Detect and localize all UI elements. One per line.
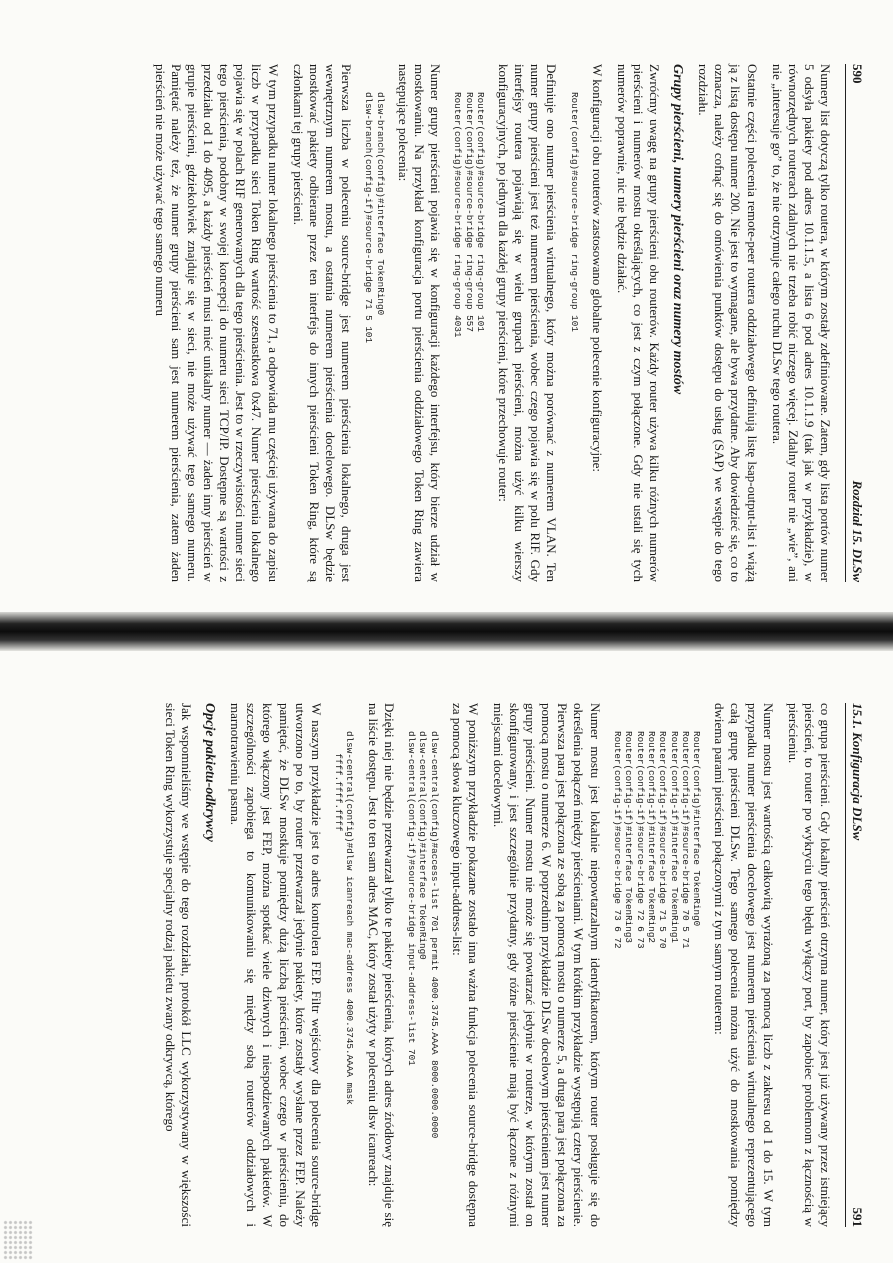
- paragraph: W poniższym przykładzie pokazane zostało inna ważna funkcja polecenia source-bridge dostępna za pomocą słowa kluczowego input-address-list:: [449, 703, 481, 1227]
- left-header: [845, 64, 865, 582]
- paragraph: Numer grupy pierścieni pojawia się w konfiguracji każdego interfejsu, który bierze udział w mostkowaniu. Na przykład konfiguracja portu pierścienia oddziałowego Token Ring zawiera następujące polecenia:: [395, 64, 443, 582]
- left-running-head: Rozdział 15. DLSw: [850, 480, 865, 582]
- left-page: [0, 0, 893, 612]
- scan-noise: [3, 1220, 33, 1260]
- left-page-number: 590: [850, 64, 865, 84]
- paragraph: Numer mostu jest lokalnie niepowtarzalnym identyfikatorem, którym router posługuje się do określenia połączeń między pierścieniami. W tym krótkim przykładzie występują cztery pierścienie. Pierwsza para jest połączona ze sobą za pomocą mostu o numerze 5, a druga para jest połączona za pomocą mostu o numerze 6. W poprzednim przykładzie DLSw docelowym pierścieniem jest numer grupy pierścieni. Numer mostu nie może się powtarzać jedynie w routerze, w którym został on skonfigurowany, i jest szczególnie przydatny, gdy różne pierścienie mają być łączone z różnymi miejscami docelowymi.: [490, 703, 603, 1227]
- right-running-head: 15.1. Konfiguracja DLSw: [850, 703, 865, 841]
- code-block: Router(config)#source-bridge ring-group 101: [568, 92, 580, 332]
- paragraph: Pierwsza liczba w poleceniu source-bridge jest numerem pierścienia lokalnego, druga jest wewnętrznym numerem mostu, a ostatnia numerem pierścienia docelowego. DLSw będzie mostkować pakiety odbierane przez ten interfejs do innych pierścieni Token Ring, które są członkami tej grupy pierścieni.: [290, 64, 354, 582]
- paragraph: W naszym przykładzie jest to adres kontrolera FEP. Filtr wejściowy dla polecenia source-bridge utworzono po to, by router przetwarzał jedynie pakiety, które zostały wysłane przez FEP. Należy pamiętać, że DLSw mostkuje pomiędzy dużą liczbą pierścieni, wobec czego w pierścieniu, do którego włączony jest FEP, można spotkać wiele dziwnych i niespodziewanych pakietów. W szczególności zapobiega to komunikowaniu się między sobą routerów oddziałowych i marnotrawieniu pasma.: [228, 703, 324, 1227]
- paragraph: W tym przypadku numer lokalnego pierścienia to 71, a odpowiada mu częściej używana do zapisu liczb w przypadku sieci Token Ring wartość szesnastkowa 0x47. Numer pierścienia lokalnego pojawia się w polach RIF generowanych dla tego pierścienia. Jest to w rzeczywistości numer sieci tego pierścienia, podobny w swojej koncepcji do numeru sieci TCP/IP. Dostępne są wartości z przedziału od 1 do 4095, a każdy pierścień musi mieć unikalny numer — żaden inny pierścień w grupie pierścieni, gdziekolwiek znajduje się w sieci, nie może używać tego samego numeru. Pamiętać należy też, że numer grupy pierścieni sam jest numerem pierścienia, zatem żaden pierścień nie może używać tego samego numeru: [152, 64, 281, 582]
- paragraph: Dzięki niej nie będzie przetwarzał tylko te pakiety pierścienia, których adres źródłowy znajduje się na liście dostępu. Jest to ten sam adres MAC, który został użyty w poleceniu dlsw icanreach:: [365, 703, 397, 1227]
- section-heading: Grupy pierścieni, numery pierścieni oraz numery mostów: [670, 64, 686, 395]
- paragraph: W konfiguracji obu routerów zastosowano globalne polecenie konfiguracyjne:: [589, 64, 605, 473]
- code-block: dlsw-branch(config)#interface TokenRing0 dlsw-branch(config-if)#source-bridge 71 5 101: [363, 92, 386, 344]
- right-page-number: 591: [850, 1207, 865, 1227]
- paragraph: Numery list dotyczą tylko routera, w którym zostały zdefiniowane. Zatem, gdy lista portów numer 5 odsyła pakiety pod adres 10.1.1.5, a lista 6 pod adres 10.1.1.9 (tak jak w przykładzie), w równorzędnych routerach zdalnych nie trzeba robić niczego więcej. Zdalny router nie „wie”, ani nie „interesuje go” to, że nie otrzymuje całego ruchu DLSw tego routera.: [769, 64, 833, 582]
- paragraph: Ostatnie części polecenia remote-peer routera oddziałowego definiują listę lsap-output-list i wiążą ją z listą dostępu numer 200. Nie jest to wymagane, ale bywa przydatne. Aby dowiedzieć się, co to oznacza, należy cofnąć się do omówienia punktów dostępu do usług (SAP) we wstępie do tego rozdziału.: [696, 64, 760, 582]
- paragraph: Numer mostu jest wartością całkowitą wyrażoną za pomocą liczb z zakresu od 1 do 15. W tym przypadku numer pierścienia docelowego jest numerem pierścienia wirtualnego reprezentującego całą grupę pierścieni DLSw. Tego samego polecenia można użyć do mostkowania pomiędzy dwiema parami pierścieni połączonymi z tym samym routerem:: [712, 703, 776, 1227]
- paragraph: Zwróćmy uwagę na grupy pierścieni obu routerów. Każdy router używa kilku różnych numerów pierścieni i numerów mostu określających, co jest z czym połączone. Gdy nie ustali się tych numerów poprawnie, nic nie będzie działać.: [614, 64, 663, 582]
- code-block: Router(config)#source-bridge ring-group 101 Router(config)#source-bridge ring-group 557 Router(config)#source-bridge ring-group 4031: [452, 92, 486, 338]
- paragraph: Definiuje ono numer pierścienia wirtualnego, który można porównać z numerem VLAN. Ten numer grupy pierścieni jest też numerem pierścienia, wobec czego pojawia się w polu RIF. Gdy interfejsy routera pojawiają się w wielu grupach pierścieni, można użyć kilku wierszy konfiguracyjnych, po jednym dla każdej grupy pierścieni, które przechowuje router:: [496, 64, 560, 582]
- paragraph: Jak wspomnieliśmy we wstępie do tego rozdziału, protokół LLC wykorzystywany w większości sieci Token Ring wykorzystuje specjalny rodzaj pakietu zwany odkrywcą, którego: [163, 703, 195, 1227]
- paragraph: co grupa pierścieni. Gdy lokalny pierścień otrzyma numer, który jest już używany przez istniejący pierścień, to router po wykryciu tego błędu wyłączy port, by zapobiec problemom z łącznością w pierścieniu.: [785, 703, 833, 1227]
- right-page: [0, 651, 893, 1263]
- right-header: [845, 703, 865, 1227]
- code-block: Router(config)#interface TokenRing0 Router(config-if)#source-bridge 70 5 71 Router(config-if)#interface TokenRing1 Router(config-if)#source-bridge 71 5 70 Router(config-if)#interface TokenRing2 Router(config-if)#source-bridge 72 6 73 Router(config-if)#interface TokenRing3 Router(config-if)#source-bridge 73 6 72: [611, 731, 703, 949]
- section-heading: Opcje pakietu-odkrywcy: [202, 703, 218, 842]
- book-gutter-shadow: [0, 612, 893, 651]
- code-block: dlsw-central(config)#dlsw icanreach mac-address 4000.3745.AAAA mask ffff.ffff.ffff: [333, 731, 356, 1105]
- code-block: dlsw-central(config)#access-list 701 permit 4000.3745.AAAA 8000.0000.0000 dlsw-central(config)#interface TokenRing0 dlsw-central(config-if)#source-bridge input-address-list 701: [405, 731, 440, 1139]
